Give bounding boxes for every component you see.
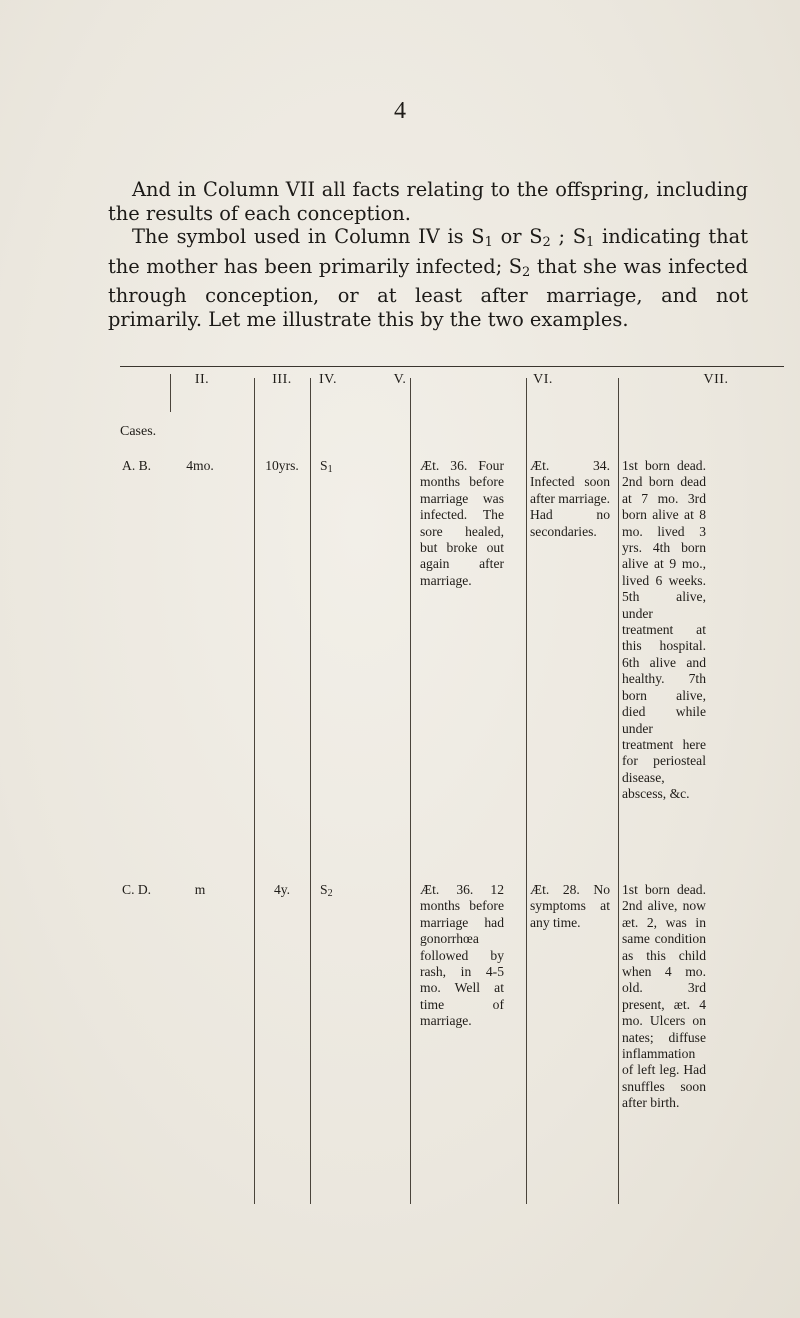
row-cd-col6: Æt. 28. No symptoms at any time. bbox=[530, 882, 610, 930]
row-cd-col5: Æt. 36. 12 months before marriage had gonorrhœa followed by rash, in 4-5 mo. Well at time of marriage. bbox=[420, 882, 504, 1029]
row-ab-case: A. B. bbox=[122, 458, 152, 473]
row-ab-col6: Æt. 34. Infected soon after marriage. Had no secondaries. bbox=[530, 458, 610, 539]
column-divider bbox=[410, 378, 411, 1204]
row-ab-col7: 1st born dead. 2nd born dead at 7 mo. 3rd born alive at 8 mo. lived 3 yrs. 4th born alive at 9 mo., lived 6 weeks. 5th alive, under treatment at this hospital. 6th alive and healthy. 7th born alive, died while under treatment here for periosteal disease, abscess, &c. bbox=[622, 458, 706, 802]
row-ab-col2: 4mo. bbox=[186, 458, 214, 473]
row-cd-col3: 4y. bbox=[273, 882, 291, 897]
row-cd-col4: $S_2$ bbox=[320, 882, 333, 899]
paragraph-2: The symbol used in Column IV is $S_1$ or $S_2$ ; $S_1$ indicating that the mother has been primarily infected; $S_2$ that she was infected through conception, or at least after marriage, and not primarily. Let me illustrate this by the two examples. bbox=[108, 225, 748, 331]
column-divider bbox=[618, 378, 619, 1204]
row-ab-col3: 10yrs. bbox=[265, 458, 299, 473]
row-ab-col5: Æt. 36. Four months before marriage was infected. The sore healed, but broke out again after marriage. bbox=[420, 458, 504, 588]
row-cd-col7: 1st born dead. 2nd alive, now æt. 2, was in same condition as this child when 4 mo. old. 3rd present, æt. 4 mo. Ulcers on nates; diffuse inflammation of left leg. Had snuffles soon after birth. bbox=[622, 882, 706, 1111]
column-header-III: III. bbox=[272, 372, 292, 387]
intro-text bbox=[108, 178, 748, 332]
column-header-II: II. bbox=[194, 372, 210, 387]
column-header-IV: IV. bbox=[319, 372, 337, 387]
row-cd-case: C. D. bbox=[122, 882, 152, 897]
paragraph-1: And in Column VII all facts relating to the offspring, including the results of each conception. bbox=[108, 178, 748, 225]
page-number: 4 bbox=[394, 98, 406, 124]
column-header-V: V. bbox=[393, 372, 407, 387]
table-top-rule bbox=[120, 366, 784, 367]
column-divider bbox=[170, 374, 171, 412]
column-divider bbox=[254, 378, 255, 1204]
row-ab-col4: $S_1$ bbox=[320, 458, 333, 475]
column-divider bbox=[526, 378, 527, 1204]
column-divider bbox=[310, 378, 311, 1204]
row-cd-col2: m bbox=[194, 882, 206, 897]
cases-label: Cases. bbox=[120, 424, 157, 439]
column-header-VI: VI. bbox=[533, 372, 553, 387]
column-header-VII: VII. bbox=[703, 372, 729, 387]
